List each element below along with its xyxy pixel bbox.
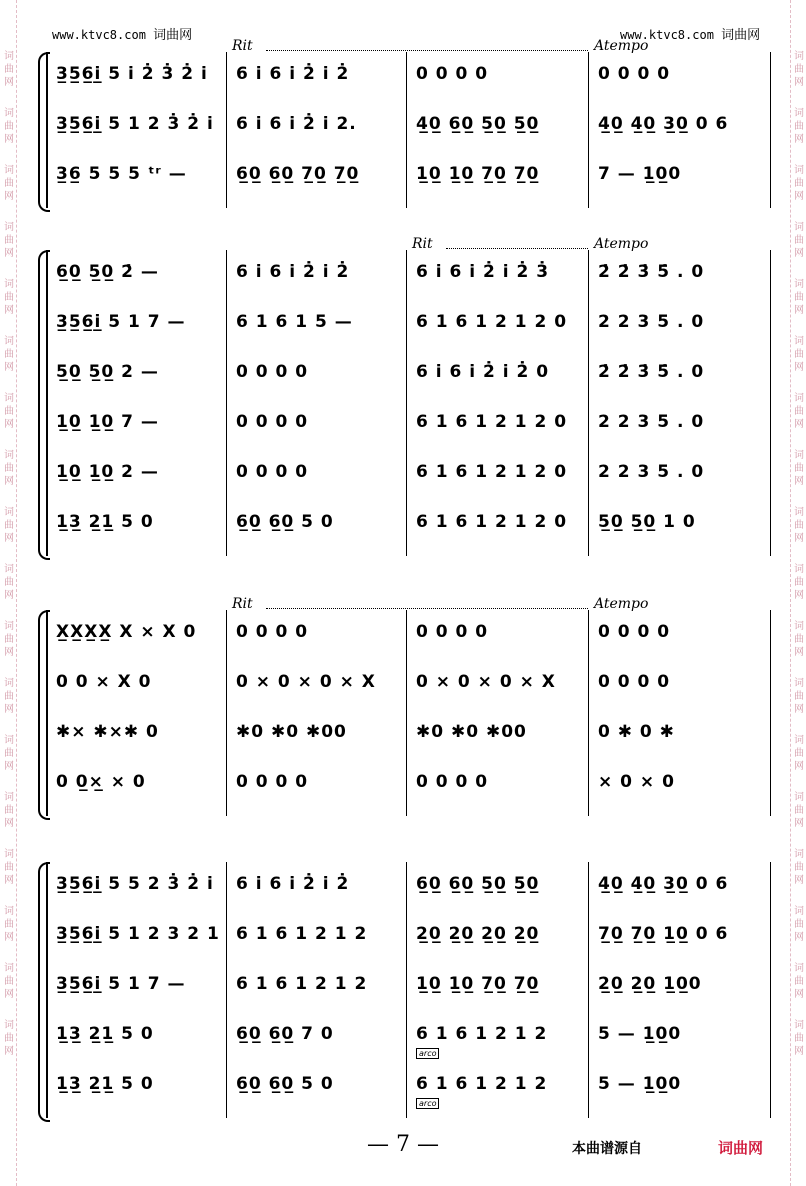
watermark-char: 网 <box>4 704 14 715</box>
score-measure: 3̲5̲6̲i̲ 5 5 2 3̇ 2̇ i <box>56 874 214 894</box>
footer-brand[interactable]: 词曲网 <box>718 1139 764 1157</box>
watermark-char: 词 <box>794 792 804 803</box>
watermark-char: 网 <box>794 248 804 259</box>
barline <box>588 52 589 208</box>
score-measure: 6 i 6 i 2̇ i 2. <box>236 114 357 134</box>
watermark-char: 词 <box>4 450 14 461</box>
score-measure: 5 — 1̲0̲0 <box>598 1074 682 1094</box>
score-measure: 0 0 0 0 <box>236 462 309 482</box>
score-measure: 1̲3̲ 2̲1̲ 5 0 <box>56 512 154 532</box>
score-measure: 0 0 0 0 <box>416 772 489 792</box>
watermark-char: 词 <box>4 849 14 860</box>
score-measure: 4̲0̲ 4̲0̲ 3̲0̲ 0 6 <box>598 874 729 894</box>
watermark-char: 曲 <box>794 691 804 702</box>
score-measure: 6 i 6 i 2̇ i 2̇ <box>236 874 350 894</box>
score-measure: 3̲5̲6̲i̲ 5 1 2 3 2 1 <box>56 924 220 944</box>
score-measure: 6 1 6 1 5 — <box>236 312 353 332</box>
watermark-char: 网 <box>4 932 14 943</box>
watermark-char: 词 <box>794 1020 804 1031</box>
watermark-char: 网 <box>4 533 14 544</box>
arco-marking: arco <box>416 1048 439 1059</box>
score-measure: 4̲0̲ 4̲0̲ 3̲0̲ 0 6 <box>598 114 729 134</box>
score-measure: 0 0 0 0 <box>416 64 489 84</box>
watermark-char: 网 <box>794 932 804 943</box>
watermark-char: 曲 <box>794 577 804 588</box>
score-measure: 2 2 3 5 . 0 <box>598 312 705 332</box>
score-measure: 4̲0̲ 6̲0̲ 5̲0̲ 5̲0̲ <box>416 114 540 134</box>
watermark-char: 词 <box>794 906 804 917</box>
score-measure: 0 0 0 0 <box>236 772 309 792</box>
watermark-char: 网 <box>4 761 14 772</box>
score-measure: 0 0̲×̲ × 0 <box>56 772 146 792</box>
watermark-char: 网 <box>4 305 14 316</box>
score-measure: 1̲0̲ 1̲0̲ 7̲0̲ 7̲0̲ <box>416 974 540 994</box>
watermark-char: 网 <box>4 248 14 259</box>
watermark-char: 词 <box>4 564 14 575</box>
score-measure: × 0 × 0 <box>598 772 675 792</box>
score-measure: 6 i 6 i 2̇ i 2̇ 0 <box>416 362 550 382</box>
watermark-char: 网 <box>794 590 804 601</box>
system-bracket <box>38 250 50 560</box>
watermark-char: 词 <box>794 108 804 119</box>
watermark-char: 词 <box>4 906 14 917</box>
score-measure: 7̲0̲ 7̲0̲ 1̲0̲ 0 6 <box>598 924 729 944</box>
barline <box>226 250 227 556</box>
score-measure: 6̲0̲ 6̲0̲ 7̲0̲ 7̲0̲ <box>236 164 360 184</box>
watermark-char: 曲 <box>4 178 14 189</box>
watermark-char: 网 <box>794 134 804 145</box>
score-measure: 0 0 0 0 <box>598 672 671 692</box>
score-measure: 6 i 6 i 2̇ i 2̇ <box>236 262 350 282</box>
watermark-char: 曲 <box>794 748 804 759</box>
watermark-char: 曲 <box>4 691 14 702</box>
score-measure: 0 0 0 0 <box>236 622 309 642</box>
barline <box>46 250 48 556</box>
watermark-char: 网 <box>4 647 14 658</box>
score-measure: 6 i 6 i 2̇ i 2̇ 3̇ <box>416 262 550 282</box>
watermark-char: 曲 <box>4 805 14 816</box>
barline <box>46 610 48 816</box>
watermark-char: 曲 <box>794 805 804 816</box>
watermark-char: 网 <box>794 647 804 658</box>
rit-dotted-line <box>266 50 588 51</box>
watermark-char: 网 <box>794 305 804 316</box>
barline <box>406 250 407 556</box>
watermark-char: 词 <box>794 963 804 974</box>
barline <box>588 862 589 1118</box>
barline <box>406 52 407 208</box>
score-measure: 0 0 0 0 <box>598 622 671 642</box>
left-watermark <box>2 50 16 1076</box>
score-measure: X̲X̲X̲X̲ X × X 0 <box>56 622 197 642</box>
watermark-char: 词 <box>794 678 804 689</box>
system-bracket <box>38 862 50 1122</box>
barline <box>226 52 227 208</box>
barline <box>770 610 771 816</box>
watermark-char: 曲 <box>794 121 804 132</box>
barline <box>770 52 771 208</box>
score-measure: 7 — 1̲0̲0 <box>598 164 682 184</box>
watermark-char: 网 <box>4 134 14 145</box>
score-measure: 0 0 0 0 <box>598 64 671 84</box>
score-measure: 2 2 3 5 . 0 <box>598 412 705 432</box>
score-measure: 0 × 0 × 0 × X <box>236 672 376 692</box>
score-measure: ✱0 ✱0 ✱00 <box>416 722 527 742</box>
watermark-char: 词 <box>4 51 14 62</box>
watermark-char: 词 <box>794 165 804 176</box>
score-measure: 1̲0̲ 1̲0̲ 2 — <box>56 462 159 482</box>
score-measure: 5̲0̲ 5̲0̲ 2 — <box>56 362 159 382</box>
watermark-char: 词 <box>794 336 804 347</box>
system-bracket <box>38 52 50 212</box>
watermark-char: 词 <box>4 621 14 632</box>
watermark-char: 词 <box>4 336 14 347</box>
watermark-char: 网 <box>4 875 14 886</box>
barline <box>226 610 227 816</box>
watermark-char: 词 <box>794 51 804 62</box>
watermark-char: 曲 <box>4 1033 14 1044</box>
watermark-char: 网 <box>4 419 14 430</box>
watermark-char: 网 <box>794 362 804 373</box>
score-measure: 2 2 3 5 . 0 <box>598 462 705 482</box>
watermark-char: 网 <box>794 533 804 544</box>
watermark-char: 曲 <box>4 292 14 303</box>
header-right-url[interactable]: www.ktvc8.com <box>620 28 714 42</box>
score-measure: 0 × 0 × 0 × X <box>416 672 556 692</box>
watermark-char: 网 <box>794 191 804 202</box>
rit-dotted-line <box>266 608 588 609</box>
arco-marking: arco <box>416 1098 439 1109</box>
score-measure: 0 ✱ 0 ✱ <box>598 722 675 742</box>
watermark-char: 词 <box>794 450 804 461</box>
watermark-char: 曲 <box>4 577 14 588</box>
score-measure: 6 1 6 1 2 1 2 0 <box>416 462 568 482</box>
watermark-char: 词 <box>4 678 14 689</box>
watermark-char: 网 <box>4 191 14 202</box>
barline <box>406 610 407 816</box>
watermark-char: 词 <box>794 735 804 746</box>
score-measure: 1̲0̲ 1̲0̲ 7̲0̲ 7̲0̲ <box>416 164 540 184</box>
score-measure: ✱0 ✱0 ✱00 <box>236 722 347 742</box>
watermark-char: 曲 <box>794 976 804 987</box>
watermark-char: 曲 <box>794 178 804 189</box>
barline <box>770 862 771 1118</box>
watermark-char: 词 <box>794 621 804 632</box>
watermark-char: 曲 <box>4 463 14 474</box>
score-measure: 1̲3̲ 2̲1̲ 5 0 <box>56 1024 154 1044</box>
watermark-char: 曲 <box>4 349 14 360</box>
rit-marking: Rit <box>232 596 253 612</box>
watermark-char: 曲 <box>794 292 804 303</box>
score-measure: 6̲0̲ 5̲0̲ 2̇ — <box>56 262 159 282</box>
page-number: — 7 — <box>367 1132 439 1157</box>
score-measure: 6̲0̲ 6̲0̲ 7 0 <box>236 1024 334 1044</box>
watermark-char: 网 <box>794 419 804 430</box>
score-measure: 6 1 6 1 2 1 2 <box>416 1024 548 1044</box>
barline <box>226 862 227 1118</box>
watermark-char: 曲 <box>794 862 804 873</box>
score-measure: 2̲0̲ 2̲0̲ 2̲0̲ 2̲0̲ <box>416 924 540 944</box>
footer-source-label: 本曲谱源自 <box>572 1141 642 1157</box>
watermark-char: 曲 <box>4 748 14 759</box>
left-margin-rule <box>16 0 17 1186</box>
barline <box>46 52 48 208</box>
barline <box>588 610 589 816</box>
watermark-char: 网 <box>794 704 804 715</box>
watermark-char: 网 <box>794 1046 804 1057</box>
watermark-char: 网 <box>4 1046 14 1057</box>
watermark-char: 曲 <box>4 235 14 246</box>
score-measure: 6 1 6 1 2 1 2 <box>236 924 368 944</box>
watermark-char: 词 <box>794 849 804 860</box>
rit-marking: Rit <box>412 236 433 252</box>
score-measure: 5̲0̲ 5̲0̲ 1 0 <box>598 512 696 532</box>
watermark-char: 词 <box>4 1020 14 1031</box>
score-measure: 6̲0̲ 6̲0̲ 5 0 <box>236 512 334 532</box>
watermark-char: 曲 <box>4 121 14 132</box>
score-measure: 3̲5̲6̲i̲ 5 1 2 3̇ 2̇ i <box>56 114 214 134</box>
score-measure: 6 1 6 1 2 1 2 <box>416 1074 548 1094</box>
watermark-char: 网 <box>4 476 14 487</box>
watermark-char: 曲 <box>794 1033 804 1044</box>
score-measure: 0 0 × X 0 <box>56 672 152 692</box>
watermark-char: 网 <box>794 875 804 886</box>
watermark-char: 网 <box>4 989 14 1000</box>
watermark-char: 曲 <box>4 976 14 987</box>
watermark-char: 曲 <box>4 520 14 531</box>
rit-marking: Rit <box>232 38 253 54</box>
score-measure: 6 1 6 1 2 1 2 0 <box>416 512 568 532</box>
watermark-char: 词 <box>4 735 14 746</box>
score-measure: 0 0 0 0 <box>236 362 309 382</box>
watermark-char: 网 <box>794 989 804 1000</box>
barline <box>46 862 48 1118</box>
header-right-name: 词曲网 <box>721 28 761 43</box>
watermark-char: 曲 <box>794 235 804 246</box>
score-measure: 2̇ 2̇ 3̇ 5̇ . 0 <box>598 362 705 382</box>
watermark-char: 词 <box>4 222 14 233</box>
watermark-char: 曲 <box>794 463 804 474</box>
watermark-char: 曲 <box>4 634 14 645</box>
score-measure: 6 i 6 i 2̇ i 2̇ <box>236 64 350 84</box>
watermark-char: 词 <box>4 963 14 974</box>
header-left-name: 词曲网 <box>153 28 193 43</box>
score-measure: 6 1 6 1 2 1 2 0 <box>416 412 568 432</box>
score-measure: 2̲0̲ 2̲0̲ 1̲0̲0 <box>598 974 702 994</box>
system-bracket <box>38 610 50 820</box>
watermark-char: 曲 <box>794 406 804 417</box>
score-measure: 1̲0̲ 1̲0̲ 7 — <box>56 412 159 432</box>
watermark-char: 词 <box>794 279 804 290</box>
atempo-marking: Atempo <box>594 236 649 252</box>
atempo-marking: Atempo <box>594 596 649 612</box>
score-measure: 3̲5̲6̲i̲ 5 1 7 — <box>56 974 186 994</box>
watermark-char: 曲 <box>794 349 804 360</box>
header-left-url[interactable]: www.ktvc8.com <box>52 28 146 42</box>
watermark-char: 网 <box>794 761 804 772</box>
watermark-char: 曲 <box>4 64 14 75</box>
watermark-char: 网 <box>794 818 804 829</box>
score-measure: 6 1 6 1 2 1 2 <box>236 974 368 994</box>
score-measure: 1̲3̲ 2̲1̲ 5 0 <box>56 1074 154 1094</box>
barline <box>406 862 407 1118</box>
barline <box>770 250 771 556</box>
watermark-char: 曲 <box>4 919 14 930</box>
score-measure: 6̲0̲ 6̲0̲ 5 0 <box>236 1074 334 1094</box>
score-measure: 2̇ 2̇ 3̇ 5̇ . 0 <box>598 262 705 282</box>
watermark-char: 曲 <box>4 862 14 873</box>
score-measure: 6̲0̲ 6̲0̲ 5̲0̲ 5̲0̲ <box>416 874 540 894</box>
watermark-char: 词 <box>4 165 14 176</box>
header-left <box>52 24 192 43</box>
watermark-char: 曲 <box>794 634 804 645</box>
score-measure: 5 — 1̲0̲0 <box>598 1024 682 1044</box>
watermark-char: 词 <box>4 279 14 290</box>
watermark-char: 词 <box>794 393 804 404</box>
watermark-char: 曲 <box>794 520 804 531</box>
watermark-char: 网 <box>4 77 14 88</box>
atempo-marking: Atempo <box>594 38 649 54</box>
score-measure: ✱× ✱×✱ 0 <box>56 722 159 742</box>
score-measure: 6 1 6 1 2 1 2 0 <box>416 312 568 332</box>
watermark-char: 词 <box>794 564 804 575</box>
watermark-char: 曲 <box>4 406 14 417</box>
barline <box>588 250 589 556</box>
watermark-char: 词 <box>794 222 804 233</box>
watermark-char: 网 <box>4 590 14 601</box>
watermark-char: 网 <box>4 362 14 373</box>
score-measure: 3̲5̲6̲i̲ 5 i 2̇ 3̇ 2̇ i <box>56 64 208 84</box>
watermark-char: 网 <box>794 77 804 88</box>
watermark-char: 网 <box>4 818 14 829</box>
watermark-char: 网 <box>794 476 804 487</box>
right-watermark <box>792 50 806 1076</box>
score-measure: 0 0 0 0 <box>416 622 489 642</box>
rit-dotted-line <box>446 248 588 249</box>
watermark-char: 词 <box>794 507 804 518</box>
score-measure: 3̲6̲ 5 5 5 ᵗʳ — <box>56 164 187 184</box>
watermark-char: 词 <box>4 108 14 119</box>
right-margin-rule <box>790 0 791 1186</box>
watermark-char: 词 <box>4 393 14 404</box>
watermark-char: 曲 <box>794 919 804 930</box>
watermark-char: 词 <box>4 792 14 803</box>
watermark-char: 词 <box>4 507 14 518</box>
watermark-char: 曲 <box>794 64 804 75</box>
score-measure: 3̲5̲6̲i̲ 5 1 7 — <box>56 312 186 332</box>
score-measure: 0 0 0 0 <box>236 412 309 432</box>
